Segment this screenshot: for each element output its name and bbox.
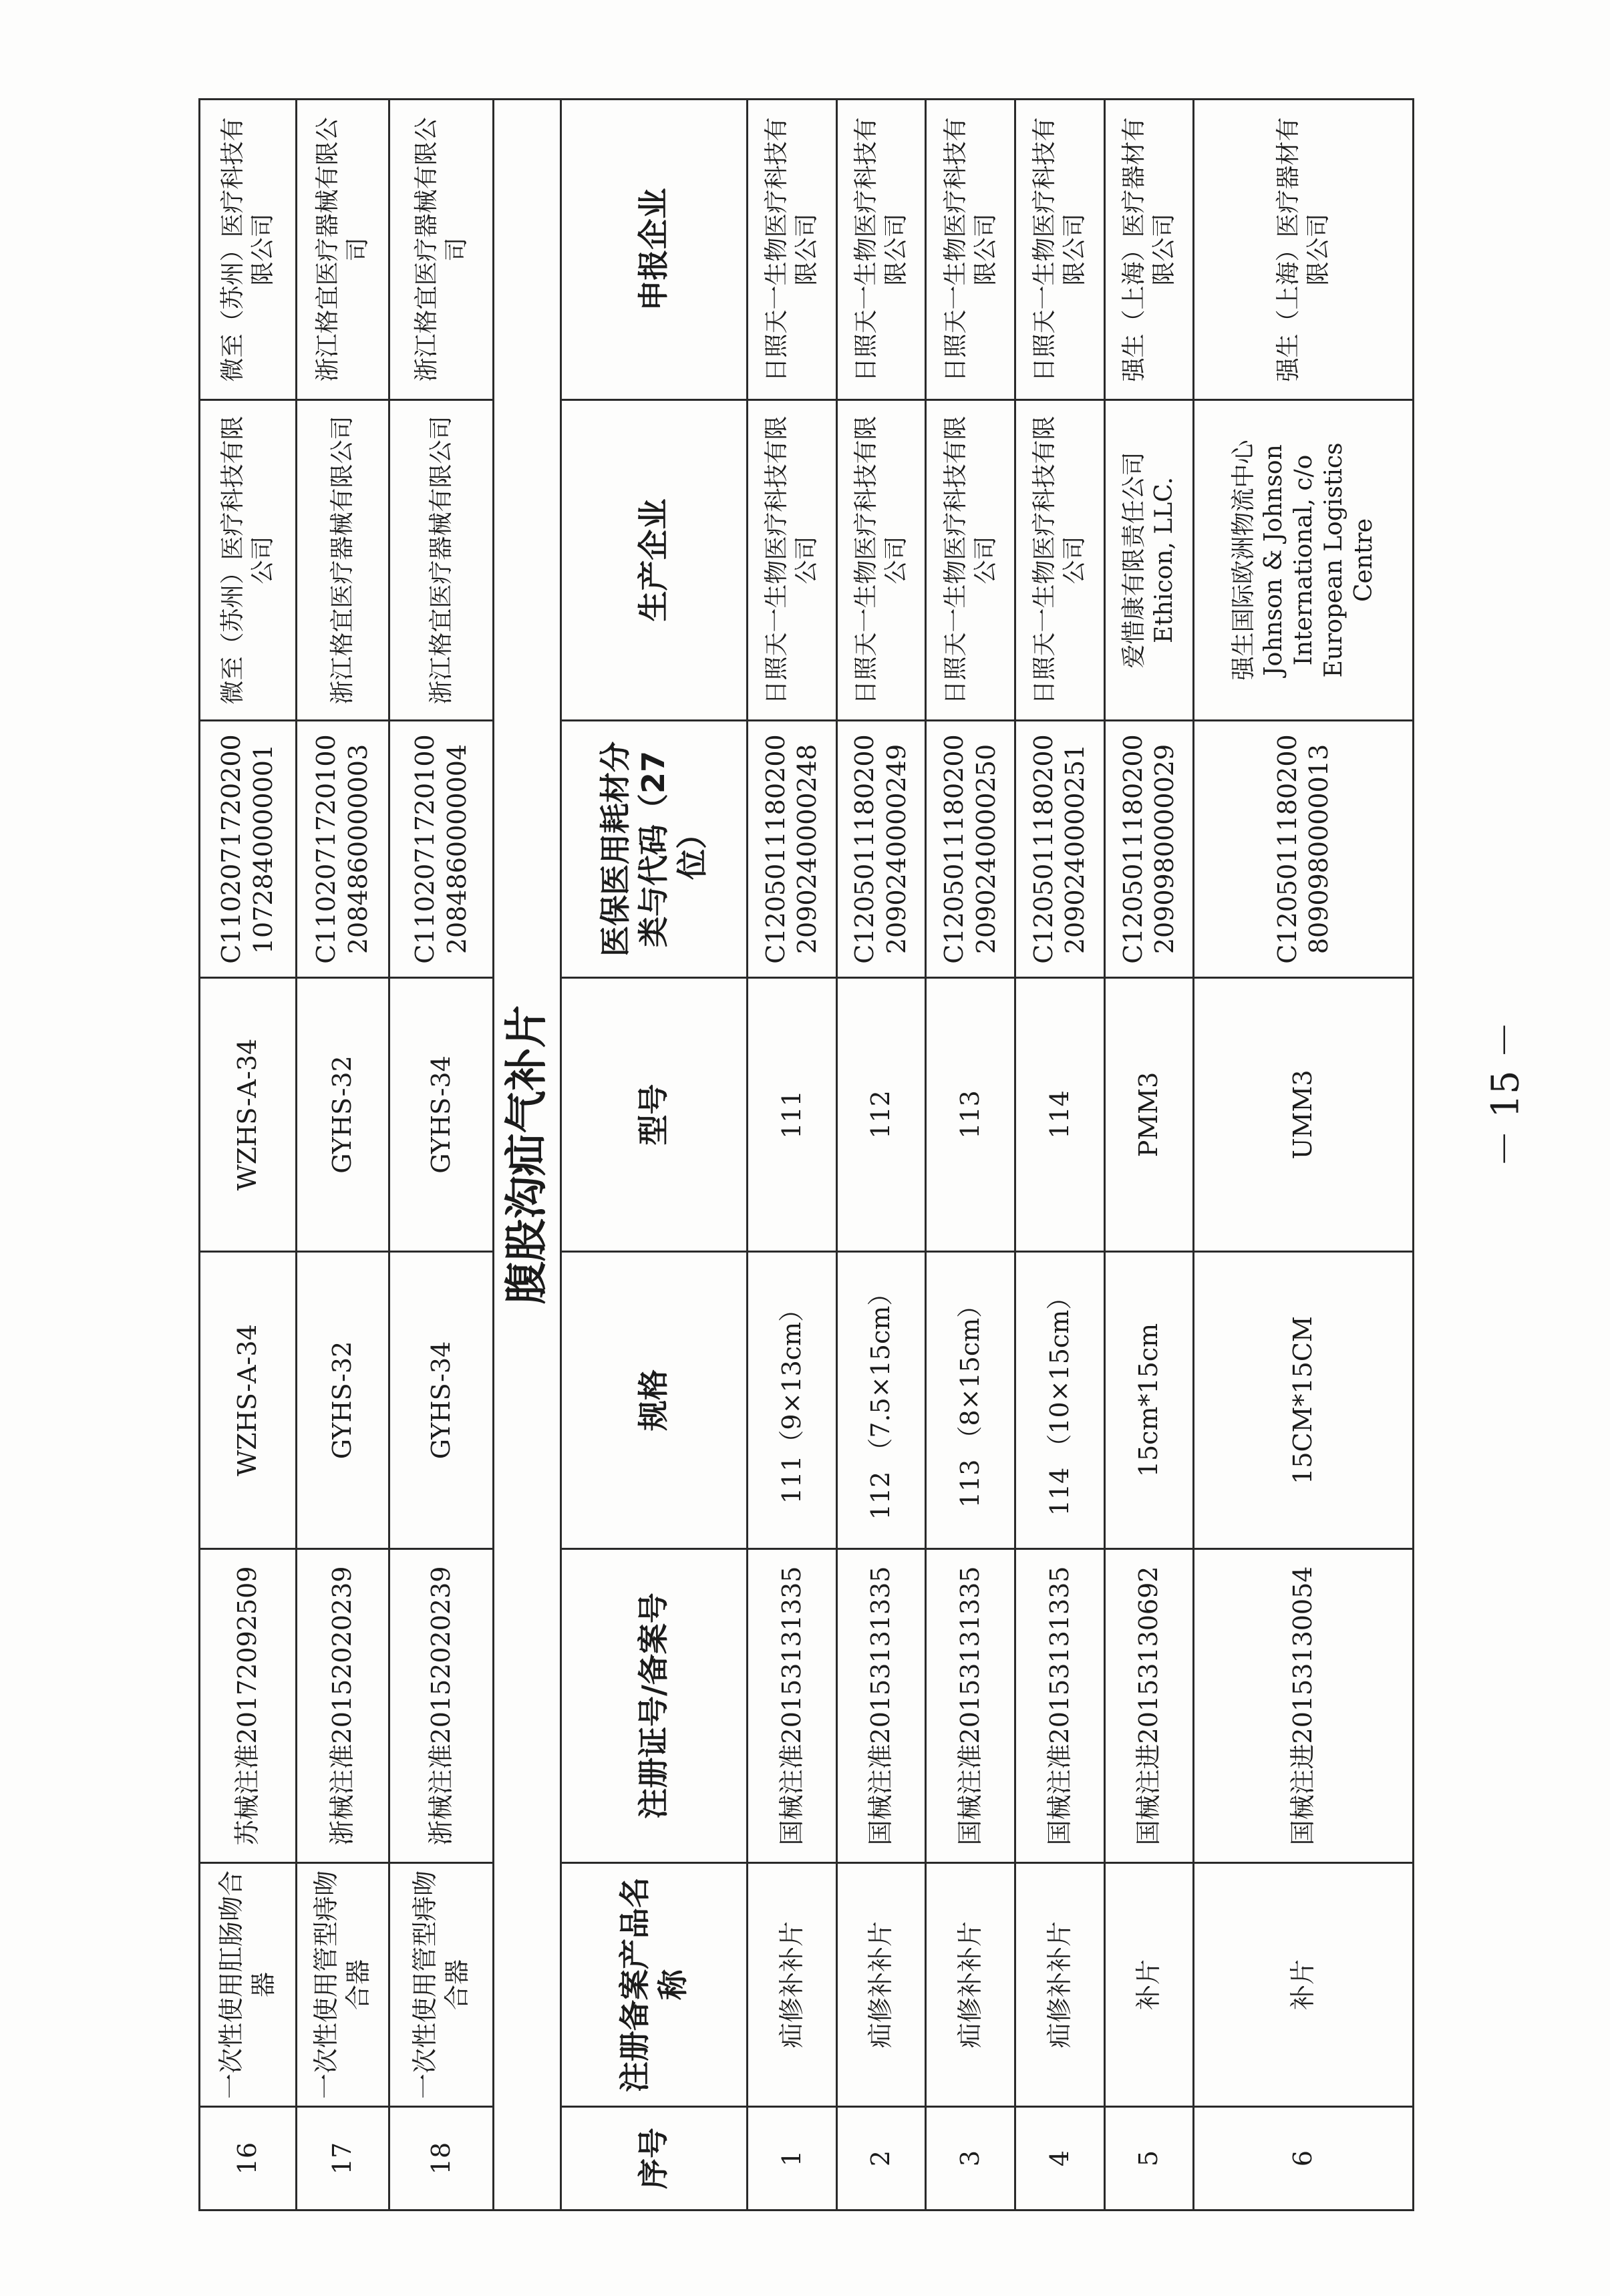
table-row [1194, 100, 1414, 2210]
cell-seq: 1 [747, 2107, 836, 2210]
header-row [561, 100, 748, 2210]
cell-applicant: 强生（上海）医疗器材有限公司 [1194, 100, 1414, 400]
cell-model: WZHS-A-34 [200, 978, 297, 1252]
cell-spec: GYHS-34 [389, 1252, 494, 1549]
cell-name: 疝修补补片 [836, 1863, 926, 2107]
cell-reg: 国械注准20153131335 [836, 1549, 926, 1863]
header-spec: 规格 [561, 1252, 748, 1549]
table-row [926, 100, 1015, 2210]
cell-model: 112 [836, 978, 926, 1252]
cell-seq: 5 [1104, 2107, 1194, 2210]
cell-reg: 国械注准20153131335 [1015, 1549, 1104, 1863]
cell-name: 一次性使用肛肠吻合器 [200, 1863, 297, 2107]
cell-code: C11020717202001072840000001 [200, 721, 297, 978]
cell-reg: 苏械注准20172092509 [200, 1549, 297, 1863]
header-applicant: 申报企业 [561, 100, 748, 400]
cell-model: UMM3 [1194, 978, 1414, 1252]
cell-reg: 国械注准20153131335 [926, 1549, 1015, 1863]
cell-reg: 浙械注准20152020239 [389, 1549, 494, 1863]
cell-applicant: 日照天一生物医疗科技有限公司 [747, 100, 836, 400]
cell-model: 113 [926, 978, 1015, 1252]
cell-model: PMM3 [1104, 978, 1194, 1252]
header-reg: 注册证号/备案号 [561, 1549, 748, 1863]
header-model: 型号 [561, 978, 748, 1252]
cell-manufacturer: 日照天一生物医疗科技有限公司 [926, 400, 1015, 721]
rotated-table-wrapper [198, 100, 1414, 2211]
table-row [389, 100, 494, 2210]
cell-reg: 浙械注准20152020239 [296, 1549, 389, 1863]
section-title: 腹股沟疝气补片 [494, 100, 561, 2210]
cell-name: 补片 [1194, 1863, 1414, 2107]
cell-spec: GYHS-32 [296, 1252, 389, 1549]
cell-manufacturer: 日照天一生物医疗科技有限公司 [747, 400, 836, 721]
cell-reg: 国械注准20153131335 [747, 1549, 836, 1863]
cell-applicant: 浙江格宜医疗器械有限公司 [296, 100, 389, 400]
cell-name: 一次性使用管型痔吻合器 [389, 1863, 494, 2107]
cell-model: 111 [747, 978, 836, 1252]
cell-code: C12050111802002090240000248 [747, 721, 836, 978]
table-row [836, 100, 926, 2210]
cell-spec: 111（9×13cm） [747, 1252, 836, 1549]
cell-seq: 16 [200, 2107, 297, 2210]
header-code: 医保医用耗材分类与代码（27位） [561, 721, 748, 978]
cell-name: 一次性使用管型痔吻合器 [296, 1863, 389, 2107]
cell-code: C12050111802002090240000250 [926, 721, 1015, 978]
cell-code: C11020717201002084860000003 [296, 721, 389, 978]
cell-applicant: 浙江格宜医疗器械有限公司 [389, 100, 494, 400]
cell-applicant: 微至（苏州）医疗科技有限公司 [200, 100, 297, 400]
cell-reg: 国械注进20153130054 [1194, 1549, 1414, 1863]
cell-manufacturer: 日照天一生物医疗科技有限公司 [1015, 400, 1104, 721]
cell-manufacturer: 爱惜康有限责任公司 Ethicon, LLC. [1104, 400, 1194, 721]
cell-manufacturer: 浙江格宜医疗器械有限公司 [389, 400, 494, 721]
table-row [1015, 100, 1104, 2210]
cell-seq: 2 [836, 2107, 926, 2210]
cell-manufacturer: 微至（苏州）医疗科技有限公司 [200, 400, 297, 721]
cell-spec: 114 （10×15cm） [1015, 1252, 1104, 1549]
cell-name: 疝修补补片 [747, 1863, 836, 2107]
header-name: 注册备案产品名称 [561, 1863, 748, 2107]
cell-seq: 4 [1015, 2107, 1104, 2210]
page-number: － 15 － [1484, 1021, 1528, 1168]
cell-name: 补片 [1104, 1863, 1194, 2107]
cell-spec: 15CM*15CM [1194, 1252, 1414, 1549]
table-row [200, 100, 297, 2210]
cell-model: GYHS-34 [389, 978, 494, 1252]
cell-manufacturer: 强生国际欧洲物流中心 Johnson & Johnson International, c/o European Logistics Centre [1194, 400, 1414, 721]
cell-manufacturer: 日照天一生物医疗科技有限公司 [836, 400, 926, 721]
table-row [1104, 100, 1194, 2210]
cell-spec: 15cm*15cm [1104, 1252, 1194, 1549]
table-row [747, 100, 836, 2210]
cell-name: 疝修补补片 [926, 1863, 1015, 2107]
cell-name: 疝修补补片 [1015, 1863, 1104, 2107]
cell-seq: 6 [1194, 2107, 1414, 2210]
cell-applicant: 日照天一生物医疗科技有限公司 [1015, 100, 1104, 400]
cell-spec: WZHS-A-34 [200, 1252, 297, 1549]
table-row [296, 100, 389, 2210]
product-table [198, 98, 1414, 2211]
cell-reg: 国械注进20153130692 [1104, 1549, 1194, 1863]
header-seq: 序号 [561, 2107, 748, 2210]
cell-seq: 17 [296, 2107, 389, 2210]
cell-seq: 18 [389, 2107, 494, 2210]
cell-model: 114 [1015, 978, 1104, 1252]
cell-code: C12050111802002090980000029 [1104, 721, 1194, 978]
cell-code: C12050111802002090240000251 [1015, 721, 1104, 978]
cell-model: GYHS-32 [296, 978, 389, 1252]
section-row [494, 100, 561, 2210]
cell-applicant: 日照天一生物医疗科技有限公司 [926, 100, 1015, 400]
cell-code: C11020717201002084860000004 [389, 721, 494, 978]
cell-manufacturer: 浙江格宜医疗器械有限公司 [296, 400, 389, 721]
cell-applicant: 强生（上海）医疗器材有限公司 [1104, 100, 1194, 400]
cell-seq: 3 [926, 2107, 1015, 2210]
cell-applicant: 日照天一生物医疗科技有限公司 [836, 100, 926, 400]
cell-spec: 113 （8×15cm） [926, 1252, 1015, 1549]
cell-code: C12050111802002090240000249 [836, 721, 926, 978]
cell-spec: 112 （7.5×15cm） [836, 1252, 926, 1549]
header-manufacturer: 生产企业 [561, 400, 748, 721]
cell-code: C12050111802008090980000013 [1194, 721, 1414, 978]
